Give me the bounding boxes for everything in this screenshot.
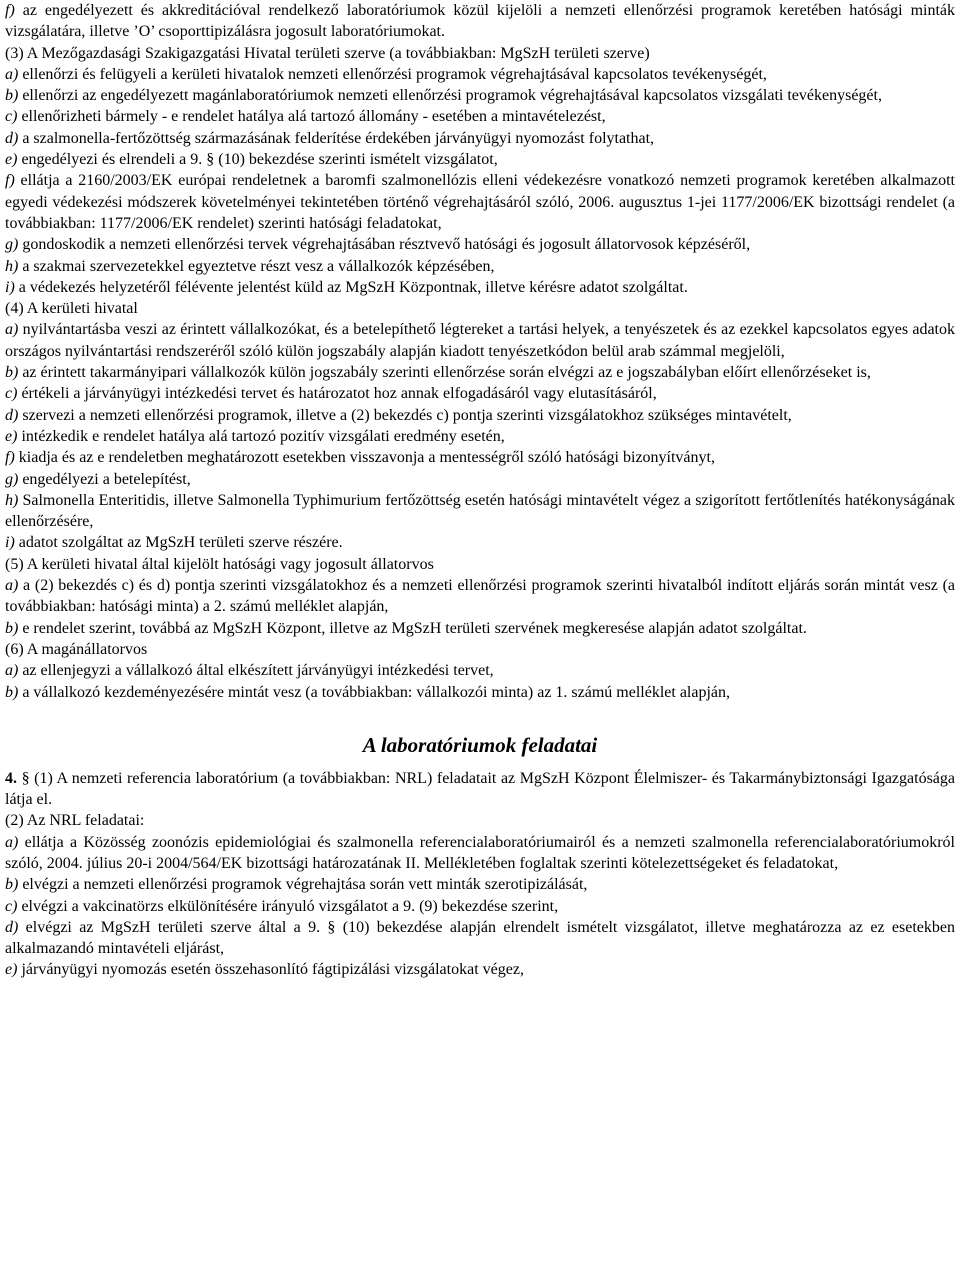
paragraph-text: az engedélyezett és akkreditációval rendelkező laboratóriumok közül kijelöli a nemzeti ellenőrzési programok keretében hatósági minták vizsgálatára, illetve ’O’ csoporttipizálásra jogosult laboratóriumokat. xyxy=(5,2,955,41)
paragraph xyxy=(5,896,955,917)
paragraph xyxy=(5,0,955,43)
paragraph-text: elvégzi a vakcinatörzs elkülönítésére irányuló vizsgálatot a 9. (9) bekezdése szerint, xyxy=(17,897,559,915)
paragraph-text: adatot szolgáltat az MgSzH területi szerve részére. xyxy=(14,534,343,552)
paragraph-text: § (1) A nemzeti referencia laboratórium (a továbbiakban: NRL) feladatait az MgSzH Központ Élelmiszer- és Takarmánybiztonsági Igazgatósága látja el. xyxy=(5,769,955,809)
paragraph xyxy=(5,532,955,553)
paragraph xyxy=(5,639,955,660)
item-label: d) xyxy=(5,918,19,936)
paragraph xyxy=(5,128,955,149)
item-label: d) xyxy=(5,129,19,147)
item-label: a) xyxy=(5,321,19,339)
paragraph-text: szervezi a nemzeti ellenőrzési programok, illetve a (2) bekezdés c) pontja szerinti vizsgálatokhoz szükséges mintavételt, xyxy=(18,406,792,424)
paragraph-text: ellátja a 2160/2003/EK európai rendeletnek a baromfi szalmonellózis elleni védekezésre vonatkozó nemzeti programok keretében alkalmazott egyedi védekezési módszerek követelményei tekintetében történő végrehajtásáról szóló, 2006. augusztus 1-jei 1177/2006/EK bizottsági rendelet (a továbbiakban: 1177/2006/EK rendelet) szerinti hatósági feladatokat, xyxy=(5,172,955,232)
paragraph-text: a védekezés helyzetéről félévente jelentést küld az MgSzH Központnak, illetve kérésre adatot szolgáltat. xyxy=(14,278,688,296)
paragraph xyxy=(5,170,955,234)
item-label: e) xyxy=(5,427,18,445)
item-label: a) xyxy=(5,65,19,83)
paragraph xyxy=(5,660,955,681)
paragraph xyxy=(5,64,955,85)
item-label: f) xyxy=(5,2,15,19)
paragraph-text: elvégzi az MgSzH területi szerve által a 9. § (10) bekezdése alapján elrendelt ismételt vizsgálatot, illetve meghatározza az ez esetekben alkalmazandó mintavételi eljárást, xyxy=(5,918,955,958)
paragraph xyxy=(5,810,955,831)
paragraph xyxy=(5,149,955,170)
paragraph-text: ellátja a Közösség zoonózis epidemiológiai és szalmonella referencialaboratóriumairól és a nemzeti szalmonella referencialaboratóriumokról szóló, 2004. július 20-i 2004/564/EK bizottsági határozatának II. Mellékletében foglaltak szerinti kötelezettségeket és feladatokat, xyxy=(5,833,955,872)
paragraph-text: járványügyi nyomozás esetén összehasonlító fágtipizálási vizsgálatokat végez, xyxy=(17,961,524,979)
item-label: c) xyxy=(5,385,18,403)
paragraph-text: a szakmai szervezetekkel egyeztetve részt vesz a vállalkozók képzésében, xyxy=(18,257,495,275)
item-label: b) xyxy=(5,364,19,382)
paragraph xyxy=(5,426,955,447)
paragraph-text: ellenőrizheti bármely - e rendelet hatálya alá tartozó állomány - esetében a mintavételezést, xyxy=(17,108,606,126)
item-label: a) xyxy=(5,833,19,851)
item-label: h) xyxy=(5,257,19,275)
blocks-top xyxy=(5,0,955,703)
item-label: h) xyxy=(5,491,19,509)
paragraph xyxy=(5,277,955,298)
paragraph xyxy=(5,554,955,575)
paragraph xyxy=(5,405,955,426)
paragraph-text: e rendelet szerint, továbbá az MgSzH Központ, illetve az MgSzH területi szervének megkeresése alapján adatot szolgáltat. xyxy=(18,619,807,637)
item-label: i) xyxy=(5,278,15,296)
paragraph-text: (4) A kerületi hivatal xyxy=(5,300,138,318)
paragraph-text: értékeli a járványügyi intézkedési tervet és határozatot hoz annak elfogadásáról vagy elutasításáról, xyxy=(17,385,657,403)
item-label: i) xyxy=(5,534,15,552)
paragraph-text: (3) A Mezőgazdasági Szakigazgatási Hivatal területi szerve (a továbbiakban: MgSzH területi szerve) xyxy=(5,44,650,62)
paragraph-text: az érintett takarmányipari vállalkozók külön jogszabály szerinti ellenőrzése során elvégzi az e jogszabályban előírt ellenőrzéseket is, xyxy=(18,364,871,382)
paragraph xyxy=(5,832,955,875)
item-label: e) xyxy=(5,151,18,169)
paragraph xyxy=(5,874,955,895)
item-label: g) xyxy=(5,470,19,488)
paragraph-text: kiadja és az e rendeletben meghatározott esetekben visszavonja a mentességről szóló hatósági bizonyítványt, xyxy=(14,449,715,467)
paragraph-text: a vállalkozó kezdeményezésére mintát vesz (a továbbiakban: vállalkozói minta) az 1. számú melléklet alapján, xyxy=(18,683,731,701)
paragraph xyxy=(5,319,955,362)
paragraph-text: ellenőrzi az engedélyezett magánlaboratóriumok nemzeti ellenőrzési programok végrehajtásával kapcsolatos vizsgálati tevékenységét, xyxy=(18,87,882,105)
paragraph xyxy=(5,490,955,533)
section-number: 4. xyxy=(5,769,17,787)
item-label: b) xyxy=(5,619,19,637)
paragraph xyxy=(5,43,955,64)
paragraph-text: intézkedik e rendelet hatálya alá tartozó pozitív vizsgálati eredmény esetén, xyxy=(17,427,505,445)
paragraph xyxy=(5,256,955,277)
paragraph-text: gondoskodik a nemzeti ellenőrzési tervek végrehajtásában résztvevő hatósági és jogosult állatorvosok képzéséről, xyxy=(18,236,751,254)
paragraph xyxy=(5,234,955,255)
section-heading: A laboratóriumok feladatai xyxy=(362,732,598,757)
item-label: a) xyxy=(5,577,19,595)
paragraph xyxy=(5,959,955,980)
paragraph-text: ellenőrzi és felügyeli a kerületi hivatalok nemzeti ellenőrzési programok végrehajtásával kapcsolatos tevékenységét, xyxy=(18,65,767,83)
item-label: c) xyxy=(5,897,18,915)
item-label: f) xyxy=(5,172,15,190)
paragraph-text: (2) Az NRL feladatai: xyxy=(5,812,145,830)
paragraph-text: (6) A magánállatorvos xyxy=(5,640,148,658)
paragraph xyxy=(5,682,955,703)
paragraph xyxy=(5,362,955,383)
item-label: a) xyxy=(5,662,19,680)
paragraph xyxy=(5,575,955,618)
paragraph xyxy=(5,383,955,404)
paragraph xyxy=(5,618,955,639)
paragraph-text: nyilvántartásba veszi az érintett vállalkozókat, és a betelepíthető légtereket a tartási helyek, a tenyészetek és az ezekkel kapcsolatos egyes adatok országos nyilvántartási rendszeréről szóló külön jogszabály alapján kiadott tenyészetkódon belül arab számmal megjelöli, xyxy=(5,321,955,360)
paragraph xyxy=(5,106,955,127)
item-label: e) xyxy=(5,961,18,979)
item-label: d) xyxy=(5,406,19,424)
item-label: g) xyxy=(5,236,19,254)
item-label: c) xyxy=(5,108,18,126)
item-label: b) xyxy=(5,87,19,105)
paragraph-text: a szalmonella-fertőzöttség származásának felderítése érdekében járványügyi nyomozást folytathat, xyxy=(18,129,655,147)
item-label: b) xyxy=(5,683,19,701)
paragraph-text: Salmonella Enteritidis, illetve Salmonella Typhimurium fertőzöttség esetén hatósági mintavételt végez a szigorított fertőtlenítés hatékonyságának ellenőrzésére, xyxy=(5,491,955,531)
paragraph-text: az ellenjegyzi a vállalkozó által elkészített járványügyi intézkedési tervet, xyxy=(18,662,494,680)
paragraph xyxy=(5,298,955,319)
paragraph xyxy=(5,85,955,106)
blocks-bottom xyxy=(5,768,955,981)
paragraph-text: elvégzi a nemzeti ellenőrzési programok végrehajtása során vett minták szerotipizálását, xyxy=(18,876,588,894)
paragraph xyxy=(5,447,955,468)
item-label: f) xyxy=(5,449,15,467)
item-label: b) xyxy=(5,876,19,894)
paragraph xyxy=(5,469,955,490)
paragraph-text: engedélyezi és elrendeli a 9. § (10) bekezdése szerinti ismételt vizsgálatot, xyxy=(17,151,498,169)
paragraph-text: engedélyezi a betelepítést, xyxy=(18,470,191,488)
paragraph-text: a (2) bekezdés c) és d) pontja szerinti vizsgálatokhoz és a nemzeti ellenőrzési programok szerinti hivatalból indított eljárás során mintát vesz (a továbbiakban: hatósági minta) a 2. számú melléklet alapján, xyxy=(5,577,955,616)
paragraph xyxy=(5,917,955,960)
paragraph-text: (5) A kerületi hivatal által kijelölt hatósági vagy jogosult állatorvos xyxy=(5,555,434,573)
paragraph xyxy=(5,768,955,811)
